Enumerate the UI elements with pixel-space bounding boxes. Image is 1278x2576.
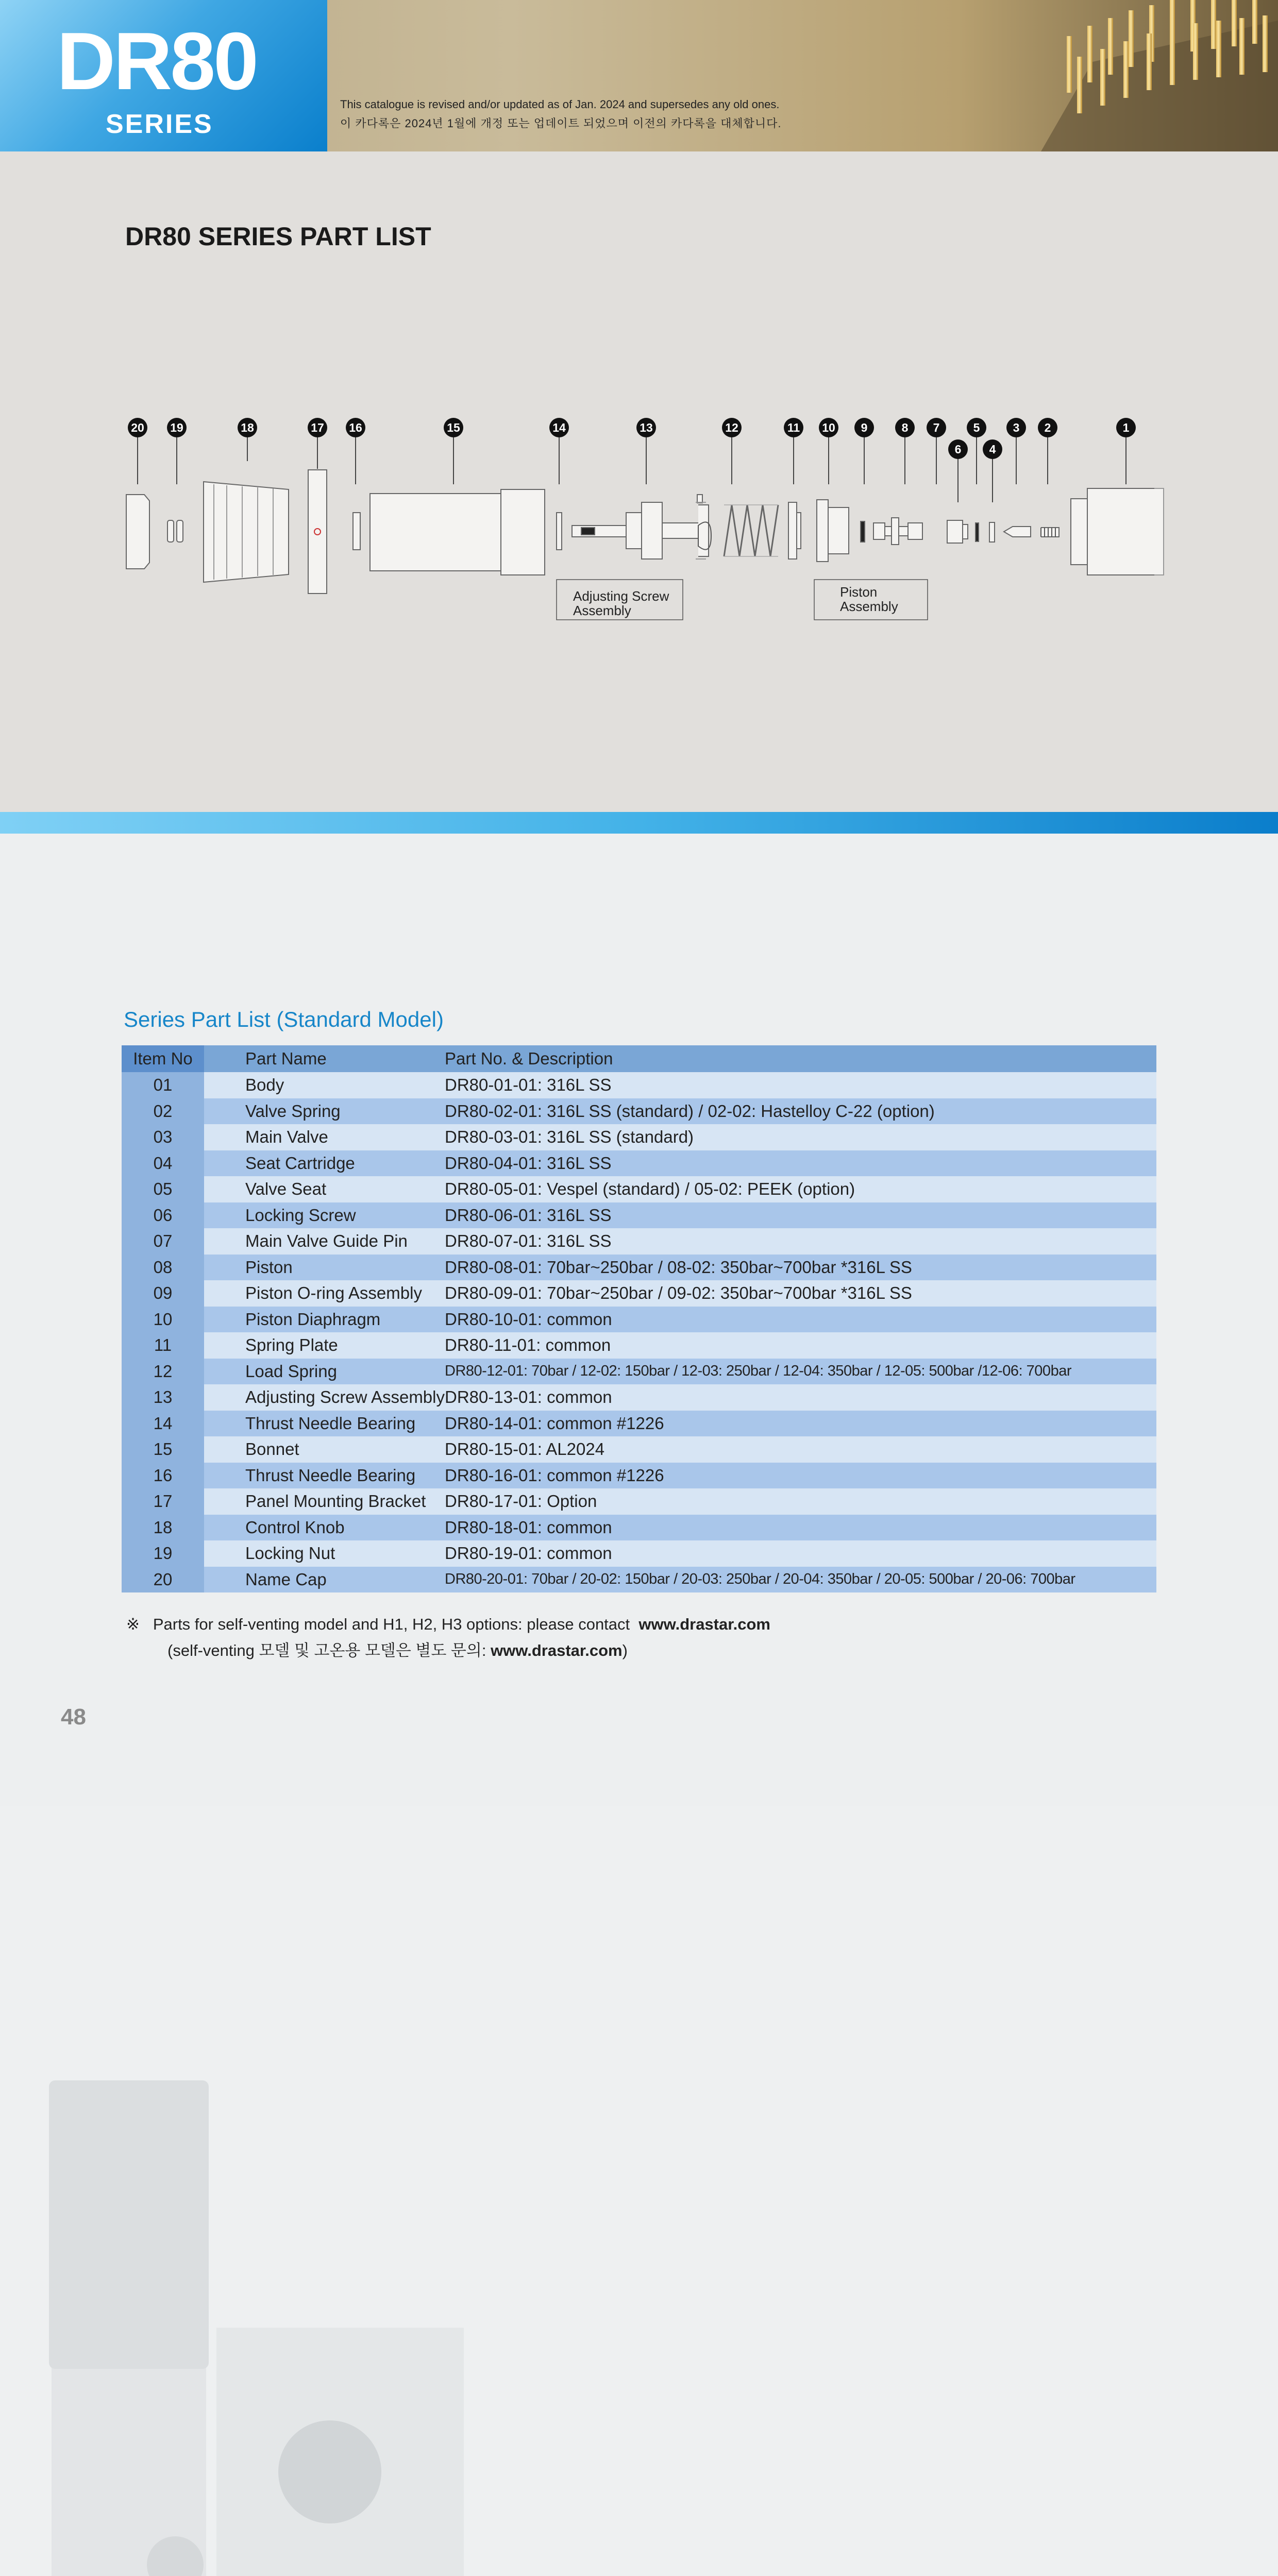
item-no: 06 [122, 1202, 204, 1229]
footnote-line-1 [126, 1615, 770, 1634]
table-row [122, 1072, 1156, 1098]
table-row [122, 1436, 1156, 1463]
part-description: DR80-19-01: common [445, 1540, 1156, 1567]
table-row [122, 1384, 1156, 1411]
table-row [122, 1332, 1156, 1359]
revision-note-korean: 이 카다록은 2024년 1월에 개정 또는 업데이트 되었으며 이전의 카다록을 대체합니다. [340, 117, 782, 130]
part-name: Main Valve [204, 1124, 445, 1150]
item-no: 09 [122, 1280, 204, 1307]
item-no: 13 [122, 1384, 204, 1411]
footnote-close-paren: ) [622, 1641, 628, 1659]
parts-table [122, 1045, 1156, 1592]
footnote-line-2 [167, 1637, 628, 1660]
table-row [122, 1488, 1156, 1515]
item-no: 03 [122, 1124, 204, 1150]
table-row [122, 1411, 1156, 1437]
part-description: DR80-20-01: 70bar / 20-02: 150bar / 20-03: 250bar / 20-04: 350bar / 20-05: 500bar / 20-06: 700bar [445, 1567, 1156, 1593]
table-row [122, 1176, 1156, 1202]
part-description: DR80-03-01: 316L SS (standard) [445, 1124, 1156, 1150]
connector-pins-photo [1010, 0, 1278, 151]
part-name: Main Valve Guide Pin [204, 1228, 445, 1255]
part-description: DR80-02-01: 316L SS (standard) / 02-02: Hastelloy C-22 (option) [445, 1098, 1156, 1125]
callout-9: 9 [861, 421, 868, 434]
part-description: DR80-18-01: common [445, 1515, 1156, 1541]
item-no: 17 [122, 1488, 204, 1515]
section-divider [0, 812, 1278, 834]
part-name: Bonnet [204, 1436, 445, 1463]
part-name: Piston [204, 1255, 445, 1281]
table-row [122, 1359, 1156, 1385]
part-name: Valve Spring [204, 1098, 445, 1125]
part-description: DR80-16-01: common #1226 [445, 1463, 1156, 1489]
table-row [122, 1150, 1156, 1177]
item-no: 20 [122, 1567, 204, 1593]
header-item-no: Item No [122, 1045, 204, 1072]
piston-assembly-label [814, 580, 928, 620]
callout-1: 1 [1122, 421, 1130, 434]
svg-text:Assembly: Assembly [573, 603, 631, 618]
callout-15: 15 [447, 421, 460, 434]
table-row [122, 1098, 1156, 1125]
table-row [122, 1567, 1156, 1593]
item-no: 04 [122, 1150, 204, 1177]
part-name: Piston O-ring Assembly [204, 1280, 445, 1307]
part-description: DR80-15-01: AL2024 [445, 1436, 1156, 1463]
part-name: Thrust Needle Bearing [204, 1411, 445, 1437]
part-description: DR80-13-01: common [445, 1384, 1156, 1411]
callout-3: 3 [1013, 421, 1020, 434]
table-row [122, 1515, 1156, 1541]
item-no: 12 [122, 1359, 204, 1385]
callout-2: 2 [1044, 421, 1051, 434]
callout-16: 16 [349, 421, 362, 434]
footnote-mark: ※ [126, 1615, 140, 1633]
part-name: Body [204, 1072, 445, 1098]
part-name: Panel Mounting Bracket [204, 1488, 445, 1515]
part-name: Control Knob [204, 1515, 445, 1541]
header-banner [0, 0, 1278, 151]
header-description: Part No. & Description [445, 1045, 1156, 1072]
logo-series: SERIES [106, 109, 213, 139]
part-description: DR80-17-01: Option [445, 1488, 1156, 1515]
table-row [122, 1280, 1156, 1307]
callout-11: 11 [787, 421, 800, 434]
callout-8: 8 [901, 421, 909, 434]
table-row [122, 1307, 1156, 1333]
callout-7: 7 [933, 421, 940, 434]
callout-14: 14 [552, 421, 566, 434]
callout-19: 19 [170, 421, 183, 434]
part-description: DR80-05-01: Vespel (standard) / 05-02: PEEK (option) [445, 1176, 1156, 1202]
regulator-photo-watermark [41, 2060, 464, 2576]
callout-10: 10 [822, 421, 835, 434]
item-no: 11 [122, 1332, 204, 1359]
callout-markers [128, 418, 1136, 459]
part-name: Seat Cartridge [204, 1150, 445, 1177]
part-description: DR80-10-01: common [445, 1307, 1156, 1333]
table-title: Series Part List (Standard Model) [124, 1007, 444, 1031]
footnote-link[interactable]: www.drastar.com [638, 1615, 770, 1633]
svg-text:Assembly: Assembly [840, 599, 898, 614]
part-description: DR80-11-01: common [445, 1332, 1156, 1359]
table-row [122, 1124, 1156, 1150]
logo-dr80: DR80 [57, 16, 257, 107]
table-row [122, 1255, 1156, 1281]
table-row [122, 1202, 1156, 1229]
part-description: DR80-14-01: common #1226 [445, 1411, 1156, 1437]
item-no: 08 [122, 1255, 204, 1281]
table-row [122, 1463, 1156, 1489]
part-description: DR80-01-01: 316L SS [445, 1072, 1156, 1098]
svg-text:Piston: Piston [840, 584, 878, 600]
series-logo-block [0, 0, 327, 151]
part-name: Thrust Needle Bearing [204, 1463, 445, 1489]
page-title: DR80 SERIES PART LIST [125, 222, 431, 251]
callout-5: 5 [973, 421, 980, 434]
revision-note-english: This catalogue is revised and/or updated as of Jan. 2024 and supersedes any old ones. [340, 98, 780, 111]
item-no: 19 [122, 1540, 204, 1567]
adjusting-screw-assembly-label [557, 580, 683, 620]
callout-20: 20 [131, 421, 144, 434]
part-name: Spring Plate [204, 1332, 445, 1359]
callout-6: 6 [954, 443, 962, 456]
item-no: 07 [122, 1228, 204, 1255]
item-no: 18 [122, 1515, 204, 1541]
part-name: Valve Seat [204, 1176, 445, 1202]
item-no: 10 [122, 1307, 204, 1333]
part-name: Locking Screw [204, 1202, 445, 1229]
parts-drawing [126, 470, 1164, 594]
svg-text:Adjusting Screw: Adjusting Screw [573, 588, 669, 604]
table-header-row [122, 1045, 1156, 1072]
footnote-text: Parts for self-venting model and H1, H2, H3 options: please contact [153, 1615, 630, 1633]
item-no: 15 [122, 1436, 204, 1463]
part-description: DR80-09-01: 70bar~250bar / 09-02: 350bar~700bar *316L SS [445, 1280, 1156, 1307]
item-no: 14 [122, 1411, 204, 1437]
callout-12: 12 [725, 421, 738, 434]
footnote-korean-text: (self-venting 모델 및 고온용 모델은 별도 문의: [167, 1641, 486, 1659]
exploded-view-diagram [119, 412, 1170, 629]
part-name: Name Cap [204, 1567, 445, 1593]
header-part-name: Part Name [204, 1045, 445, 1072]
footnote-link-korean[interactable]: www.drastar.com [491, 1641, 623, 1659]
callout-17: 17 [311, 421, 324, 434]
part-name: Locking Nut [204, 1540, 445, 1567]
part-description: DR80-04-01: 316L SS [445, 1150, 1156, 1177]
callout-13: 13 [640, 421, 653, 434]
part-description: DR80-06-01: 316L SS [445, 1202, 1156, 1229]
table-row [122, 1540, 1156, 1567]
callout-4: 4 [989, 443, 996, 456]
part-name: Load Spring [204, 1359, 445, 1385]
callout-18: 18 [241, 421, 254, 434]
item-no: 01 [122, 1072, 204, 1098]
part-description: DR80-08-01: 70bar~250bar / 08-02: 350bar~700bar *316L SS [445, 1255, 1156, 1281]
item-no: 02 [122, 1098, 204, 1125]
page-number: 48 [61, 1704, 86, 1730]
item-no: 05 [122, 1176, 204, 1202]
table-row [122, 1228, 1156, 1255]
item-no: 16 [122, 1463, 204, 1489]
part-name: Piston Diaphragm [204, 1307, 445, 1333]
part-description: DR80-07-01: 316L SS [445, 1228, 1156, 1255]
part-description: DR80-12-01: 70bar / 12-02: 150bar / 12-03: 250bar / 12-04: 350bar / 12-05: 500bar /12-06: 700bar [445, 1359, 1156, 1385]
part-name: Adjusting Screw Assembly [204, 1384, 445, 1411]
